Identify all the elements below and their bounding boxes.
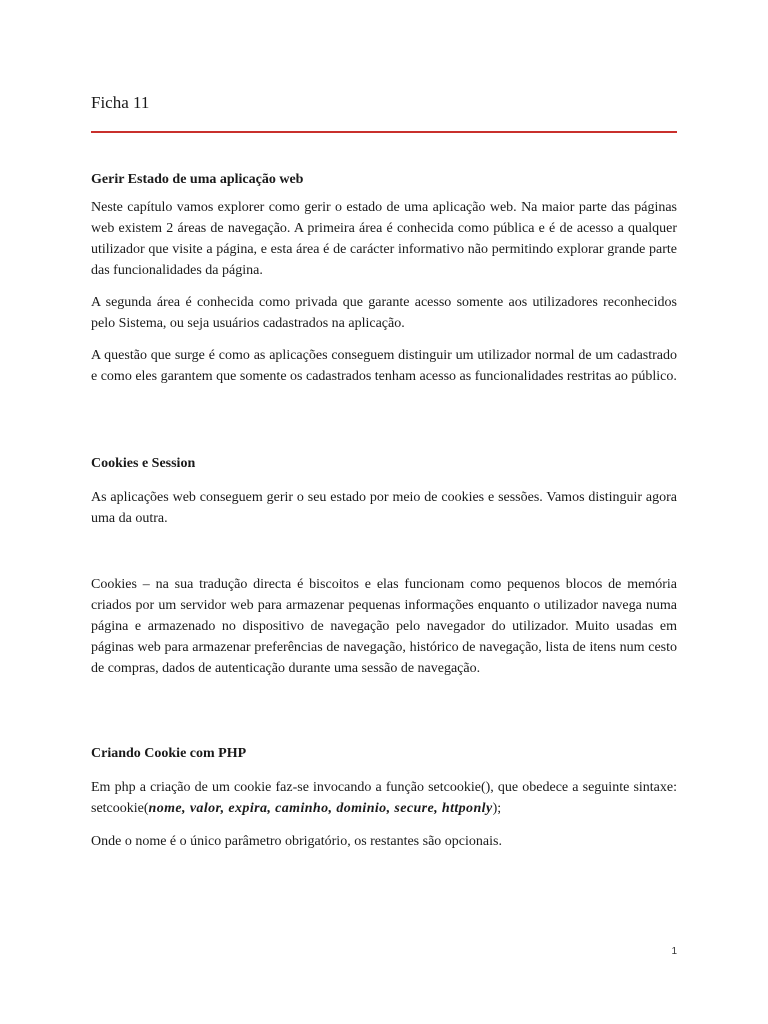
title-divider: [91, 131, 677, 133]
document-page: [91, 0, 677, 1024]
section-heading-cookies-session: Cookies e Session: [91, 456, 196, 471]
section-heading-gerir-estado: Gerir Estado de uma aplicação web: [91, 172, 304, 187]
paragraph-question: A questão que surge é como as aplicações conseguem distinguir um utilizador normal de um cadastrado e como eles garantem que somente os cadastrados tenham acesso as funcionalidades restritas ao público.: [91, 348, 677, 384]
paragraph-state-management: As aplicações web conseguem gerir o seu estado por meio de cookies e sessões. Vamos distinguir agora uma da outra.: [91, 490, 677, 526]
page-number: 1: [671, 946, 677, 957]
setcookie-arguments: nome, valor, expira, caminho, dominio, secure, httponly: [148, 801, 493, 816]
setcookie-text: Em php a criação de um cookie faz-se invocando a função setcookie(), que obedece a seguinte sintaxe: setcookie(: [91, 780, 677, 816]
paragraph-intro: Neste capítulo vamos explorer como gerir o estado de uma aplicação web. Na maior parte das páginas web existem 2 áreas de navegação. A primeira área é conhecida como pública e é de acesso a qualquer utilizador que visite a página, e esta área é de carácter informativo não permitindo explorar grande parte das funcionalidades da página.: [91, 200, 677, 278]
section-heading-criando-cookie: Criando Cookie com PHP: [91, 746, 247, 761]
paragraph-private-area: A segunda área é conhecida como privada que garante acesso somente aos utilizadores reconhecidos pelo Sistema, ou seja usuários cadastrados na aplicação.: [91, 295, 677, 331]
paragraph-cookies-definition: Cookies – na sua tradução directa é biscoitos e elas funcionam como pequenos blocos de memória criados por um servidor web para armazenar pequenas informações enquanto o utilizador navega numa página e armazenado no dispositivo de navegação pelo navegador do utilizador. Muito usadas em páginas web para armazenar preferências de navegação, histórico de navegação, lista de itens num cesto de compras, dados de autenticação durante uma sessão de navegação.: [91, 577, 677, 676]
paragraph-parameters-note: Onde o nome é o único parâmetro obrigatório, os restantes são opcionais.: [91, 834, 502, 849]
document-title: Ficha 11: [91, 93, 150, 112]
setcookie-closing: );: [492, 801, 502, 816]
paragraph-setcookie-syntax: [91, 777, 677, 819]
